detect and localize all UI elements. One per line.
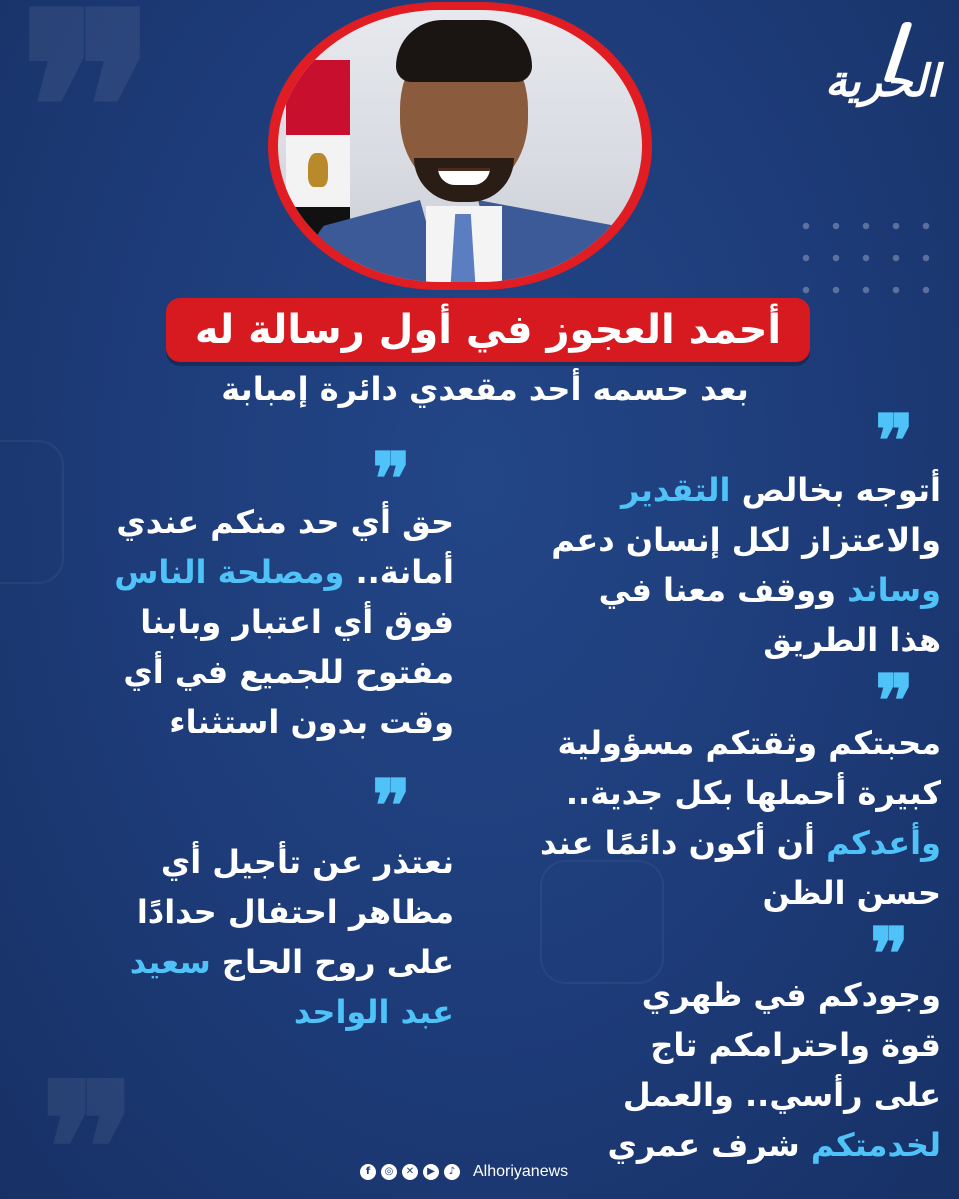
tiktok-icon[interactable]: ♪ <box>444 1164 460 1180</box>
quote-highlight: لخدمتكم <box>810 1126 941 1164</box>
quote-text: أمانة.. <box>344 553 454 591</box>
quote-line <box>34 597 454 647</box>
quote-text: حسن الظن <box>762 874 941 912</box>
quote-line <box>34 937 454 987</box>
quote-line <box>34 837 454 887</box>
quote-line <box>501 768 941 818</box>
quote-line <box>501 868 941 918</box>
quote-text: أتوجه بخالص <box>730 471 941 509</box>
logo-text: الحرية <box>824 56 939 107</box>
quote-line <box>34 697 454 747</box>
quote-line <box>34 987 454 1037</box>
headline: أحمد العجوز في أول رسالة له <box>194 307 782 353</box>
quote-highlight: سعيد <box>129 943 211 981</box>
quote-line <box>34 647 454 697</box>
quote-text: والاعتزاز لكل إنسان دعم <box>551 521 941 559</box>
quote-text: نعتذر عن تأجيل أي <box>160 843 454 881</box>
decorative-dots <box>791 210 941 300</box>
background-quote-icon: ❞ <box>18 0 158 262</box>
quote-text: وجودكم في ظهري <box>641 976 941 1014</box>
quote-icon: ❞ <box>372 443 411 493</box>
quote-highlight: عبد الواحد <box>293 993 454 1031</box>
quote-line <box>501 465 941 515</box>
quote-line <box>501 818 941 868</box>
footer-social <box>360 1158 568 1186</box>
quote-text: مفتوح للجميع في أي <box>123 653 454 691</box>
quote-block <box>34 497 454 747</box>
x-icon[interactable]: ✕ <box>402 1164 418 1180</box>
quote-line <box>501 565 941 615</box>
quote-line <box>501 970 941 1020</box>
facebook-icon[interactable]: f <box>360 1164 376 1180</box>
social-handle[interactable]: Alhoriyanews <box>473 1163 569 1180</box>
quote-line <box>501 1020 941 1070</box>
quote-text: على روح الحاج <box>210 943 454 981</box>
quote-line <box>34 547 454 597</box>
quote-text: على رأسي.. والعمل <box>622 1076 941 1114</box>
brand-logo <box>819 22 939 122</box>
quote-highlight: التقدير <box>620 471 731 509</box>
quote-line <box>501 515 941 565</box>
quote-line <box>34 497 454 547</box>
quote-text: وقت بدون استثناء <box>169 703 454 741</box>
quote-text: محبتكم وثقتكم مسؤولية <box>557 724 941 762</box>
quote-text: مظاهر احتفال حدادًا <box>136 893 454 931</box>
quote-block <box>501 465 941 665</box>
portrait-photo <box>278 10 642 282</box>
quote-line <box>501 718 941 768</box>
headline-banner <box>166 298 810 362</box>
quote-highlight: ومصلحة الناس <box>114 553 345 591</box>
quote-icon: ❞ <box>875 665 914 715</box>
quote-text: ووقف معنا في <box>598 571 848 609</box>
quote-icon: ❞ <box>870 918 909 968</box>
quote-block <box>501 970 941 1170</box>
quote-text: أن أكون دائمًا عند <box>540 824 827 862</box>
quote-highlight: وأعدكم <box>826 824 941 862</box>
quote-icon: ❞ <box>875 405 914 455</box>
quote-line <box>501 615 941 665</box>
background-quote-icon: ❞ <box>40 1044 137 1199</box>
quote-block <box>34 837 454 1037</box>
subheadline: بعد حسمه أحد مقعدي دائرة إمبابة <box>221 370 749 408</box>
quote-text: كبيرة أحملها بكل جدية.. <box>565 774 941 812</box>
quote-icon: ❞ <box>372 770 411 820</box>
quote-line <box>34 887 454 937</box>
quote-block <box>501 718 941 918</box>
quote-line <box>501 1070 941 1120</box>
quote-text: فوق أي اعتبار وبابنا <box>140 603 454 641</box>
quote-text: حق أي حد منكم عندي <box>116 503 454 541</box>
quote-text: هذا الطريق <box>763 621 941 659</box>
instagram-icon[interactable]: ◎ <box>381 1164 397 1180</box>
quote-highlight: وساند <box>847 571 941 609</box>
youtube-icon[interactable]: ▶ <box>423 1164 439 1180</box>
quote-text: قوة واحترامكم تاج <box>650 1026 941 1064</box>
quote-text: شرف عمري <box>607 1126 811 1164</box>
